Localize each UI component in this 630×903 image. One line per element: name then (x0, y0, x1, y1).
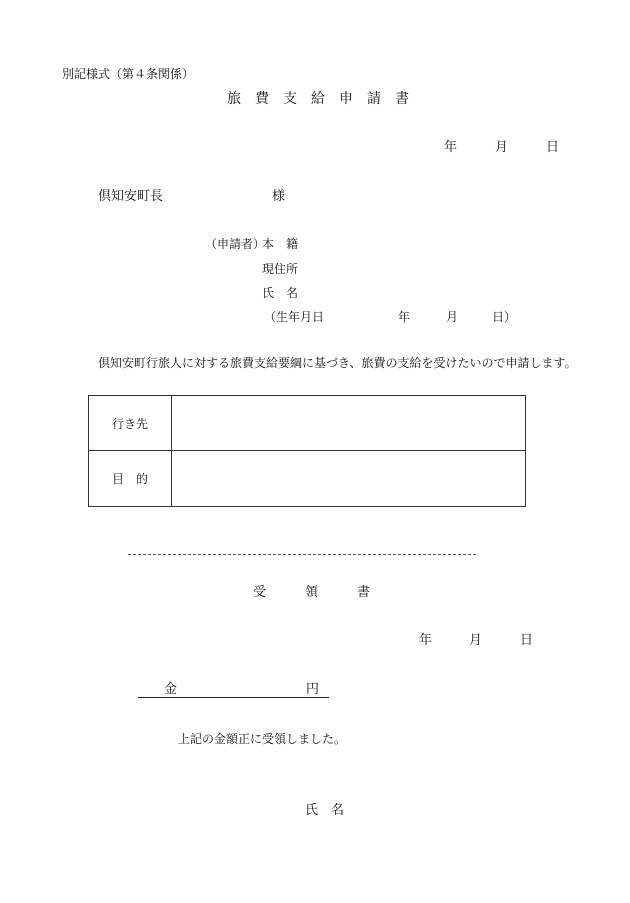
birth-year-label: 年 (398, 310, 411, 324)
receipt-statement: 上記の金額正に受領しました。 (178, 732, 347, 746)
applicant-prefix: （申請者） (205, 237, 266, 251)
addressee-name: 倶知安町長 (98, 189, 164, 204)
birth-date-label: （生年月日 (264, 310, 325, 324)
table-row-destination (89, 396, 526, 451)
applicant-name-label: 氏 名 (262, 286, 299, 300)
birth-month-label: 月 (446, 310, 459, 324)
addressee-honorific: 様 (272, 189, 286, 204)
applicant-honseki-label: 本 籍 (262, 237, 299, 251)
form-id-label: 別記様式（第４条関係） (62, 67, 195, 81)
application-table (88, 395, 526, 507)
page-title: 旅 費 支 給 申 請 書 (227, 91, 409, 107)
purpose-label: 目 的 (89, 451, 172, 507)
table-row-purpose (89, 451, 526, 507)
receipt-title: 受 領 書 (253, 585, 371, 600)
applicant-address-label: 現住所 (262, 262, 299, 276)
purpose-field[interactable] (172, 451, 526, 507)
receipt-name-label: 氏 名 (305, 803, 345, 818)
application-statement: 倶知安町行旅人に対する旅費支給要綱に基づき、旅費の支給を受けたいので申請します。 (98, 356, 577, 370)
receipt-date-year-label: 年 (419, 633, 433, 648)
receipt-date-day-label: 日 (520, 633, 534, 648)
destination-label: 行き先 (89, 396, 172, 451)
birth-day-label: 日） (492, 310, 517, 324)
receipt-date-month-label: 月 (469, 633, 483, 648)
date-year-label: 年 (444, 140, 458, 155)
date-month-label: 月 (495, 140, 509, 155)
cut-line-divider (128, 554, 476, 555)
amount-label: 金 (164, 682, 178, 697)
date-day-label: 日 (546, 140, 560, 155)
amount-unit-label: 円 (306, 682, 320, 697)
amount-underline (138, 697, 329, 698)
destination-field[interactable] (172, 396, 526, 451)
